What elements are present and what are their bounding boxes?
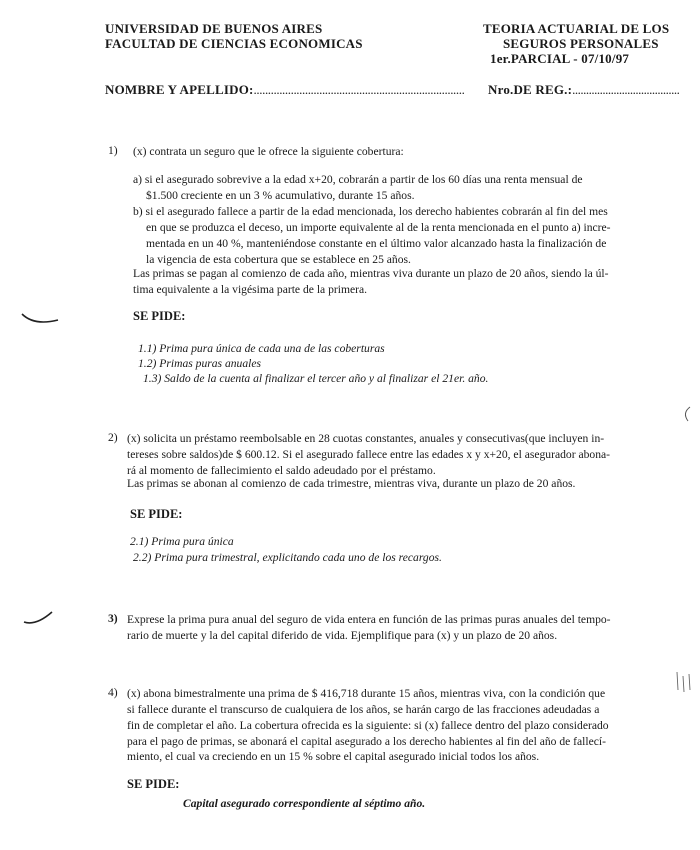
q3-line2: rario de muerte y la del capital diferido de vida. Ejemplifique para (x) y un plazo de 20 años. bbox=[127, 629, 558, 642]
q2-ask-2: 2.2) Prima pura trimestral, explicitando cada uno de los recargos. bbox=[133, 551, 442, 564]
q3-line1: Exprese la prima pura anual del seguro de vida entera en función de las primas puras anuales del tempo- bbox=[127, 613, 611, 626]
q3-number: 3) bbox=[108, 612, 118, 625]
course-subtitle: SEGUROS PERSONALES bbox=[503, 36, 659, 51]
q2-line4: Las primas se abonan al comienzo de cada trimestre, mientras viva, durante un plazo de 20 años. bbox=[127, 477, 576, 490]
q1-ask-2: 1.2) Primas puras anuales bbox=[138, 357, 262, 370]
q1-a-line1: a) si el asegurado sobrevive a la edad x+20, cobrarán a partir de los 60 días una renta mensual de bbox=[133, 173, 583, 186]
q2-ask-1: 2.1) Prima pura única bbox=[130, 535, 234, 548]
q1-se-pide: SE PIDE: bbox=[133, 309, 186, 323]
q4-ask-1: Capital asegurado correspondiente al séptimo año. bbox=[183, 797, 426, 810]
name-label: NOMBRE Y APELLIDO: bbox=[105, 82, 254, 97]
q2-number: 2) bbox=[108, 431, 118, 444]
student-name-field bbox=[105, 82, 464, 98]
faculty-name: FACULTAD DE CIENCIAS ECONOMICAS bbox=[105, 36, 363, 51]
q1-premium-line2: tima equivalente a la vigésima parte de la primera. bbox=[133, 283, 368, 296]
q1-ask-1: 1.1) Prima pura única de cada una de las coberturas bbox=[138, 342, 385, 355]
q1-b-line2: en que se produzca el deceso, un importe equivalente al de la renta mencionada en el punto a) incre- bbox=[146, 221, 611, 234]
course-title: TEORIA ACTUARIAL DE LOS bbox=[483, 21, 670, 36]
q2-line3: rá al momento de fallecimiento el saldo adeudado por el préstamo. bbox=[127, 464, 436, 477]
reg-dots: ....................................... bbox=[572, 82, 680, 97]
q4-line2: si fallece durante el transcurso de cualquiera de los años, se harán cargo de las fracciones adeudadas a bbox=[127, 703, 600, 716]
q1-number: 1) bbox=[108, 144, 118, 157]
q1-b-line4: la vigencia de esta cobertura que se establece en 25 años. bbox=[146, 253, 411, 266]
q1-premium-line1: Las primas se pagan al comienzo de cada año, mientras viva durante un plazo de 20 años, siendo la úl- bbox=[133, 267, 609, 280]
q4-se-pide: SE PIDE: bbox=[127, 777, 180, 791]
pen-tick-mark bbox=[22, 610, 58, 628]
q1-a-line2: $1.500 creciente en un 3 % acumulativo, durante 15 años. bbox=[146, 189, 415, 202]
q1-intro: (x) contrata un seguro que le ofrece la siguiente cobertura: bbox=[133, 145, 404, 158]
reg-label: Nro.DE REG.: bbox=[488, 82, 573, 97]
pen-tick-mark bbox=[20, 308, 60, 328]
q4-line5: miento, el cual va creciendo en un 15 % sobre el capital asegurado inicial todos los años. bbox=[127, 750, 540, 763]
q2-se-pide: SE PIDE: bbox=[130, 507, 183, 521]
margin-scan-mark bbox=[680, 405, 694, 425]
margin-scan-mark bbox=[674, 670, 696, 694]
name-dots: .......................................................................... bbox=[253, 82, 465, 97]
registration-field bbox=[488, 82, 679, 98]
university-name: UNIVERSIDAD DE BUENOS AIRES bbox=[105, 21, 323, 36]
q4-number: 4) bbox=[108, 686, 118, 699]
q2-line1: (x) solicita un préstamo reembolsable en 28 cuotas constantes, anuales y consecutivas(que incluyen in- bbox=[127, 432, 605, 445]
q2-line2: tereses sobre saldos)de $ 600.12. Si el asegurado fallece entre las edades x y x+20, el asegurador abona- bbox=[127, 448, 610, 461]
q1-b-line3: mentada en un 40 %, manteniéndose constante en el último valor alcanzado hasta la finalización de bbox=[146, 237, 607, 250]
q4-line4: para el pago de primas, se abonará el capital asegurado a los derecho habientes al fin del año de fallecí- bbox=[127, 735, 606, 748]
q1-b-line1: b) si el asegurado fallece a partir de la edad mencionada, los derecho habientes cobrarán al fin del mes bbox=[133, 205, 608, 218]
q4-line3: fin de completar el año. La cobertura ofrecida es la siguiente: si (x) fallece dentro del plazo considerado bbox=[127, 719, 609, 732]
q4-line1: (x) abona bimestralmente una prima de $ 416,718 durante 15 años, mientras viva, con la condición que bbox=[127, 687, 606, 700]
exam-date: 1er.PARCIAL - 07/10/97 bbox=[490, 51, 630, 66]
q1-ask-3: 1.3) Saldo de la cuenta al finalizar el tercer año y al finalizar el 21er. año. bbox=[143, 372, 489, 385]
